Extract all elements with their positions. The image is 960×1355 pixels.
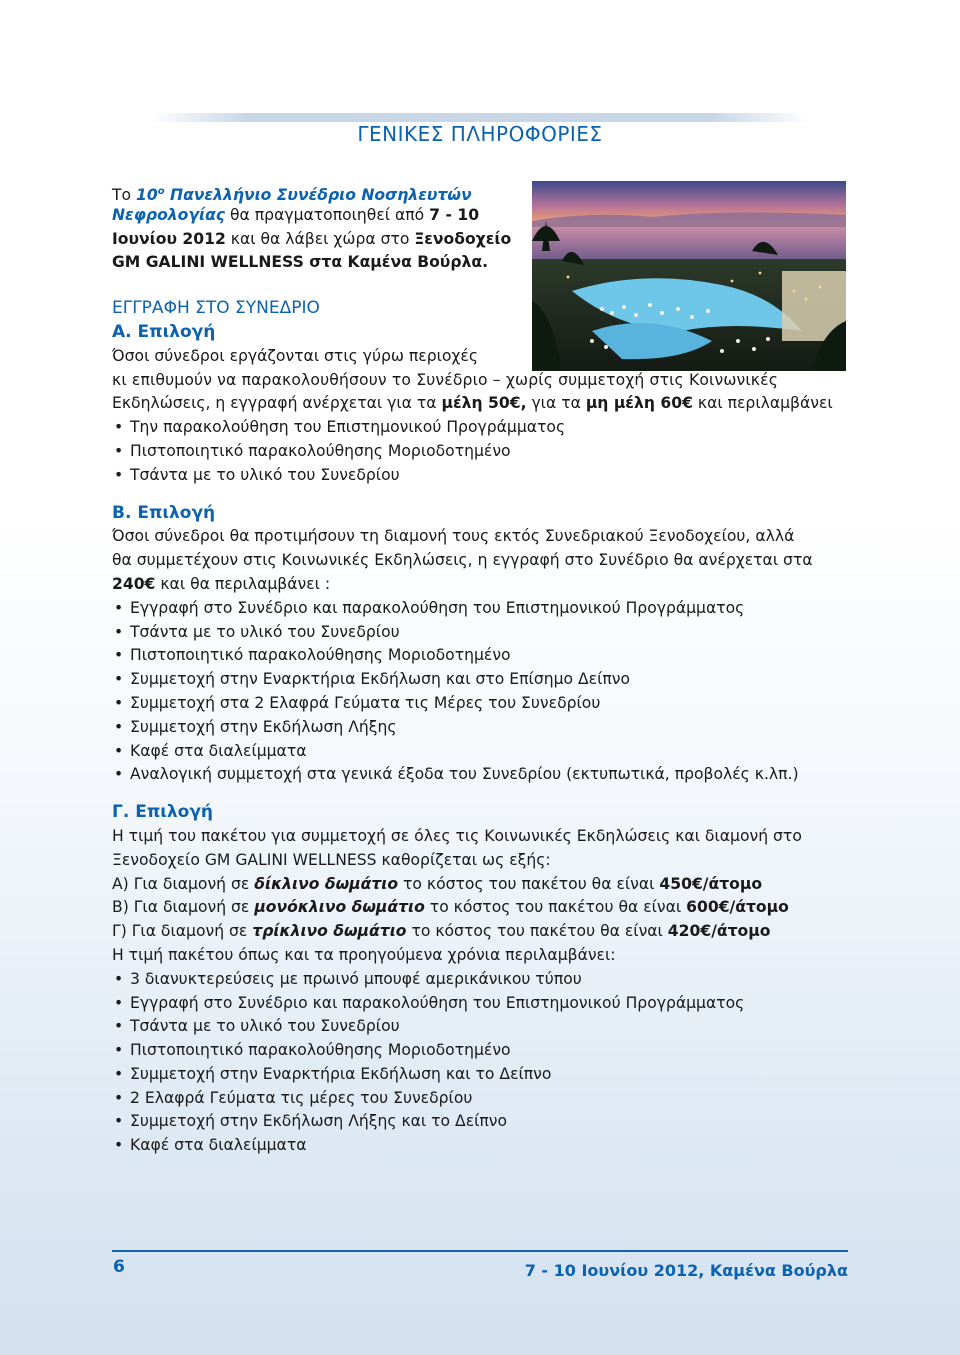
list-item: • Εγγραφή στο Συνέδριο και παρακολούθηση του Επιστημονικού Προγράμματος [112, 992, 852, 1016]
list-item: • Εγγραφή στο Συνέδριο και παρακολούθηση του Επιστημονικού Προγράμματος [112, 597, 852, 621]
list-item: • Συμμετοχή στην Εναρκτήρια Εκδήλωση και στο Επίσημο Δείπνο [112, 668, 852, 692]
list-item: • Πιστοποιητικό παρακολούθησης Μοριοδοτημένο [112, 644, 852, 668]
header-bar [150, 113, 810, 122]
page-number: 6 [113, 1257, 125, 1277]
intro-paragraph: Το $10^o$ Πανελλήνιο Συνέδριο Νοσηλευτών Νεφρολογίας θα πραγματοποιηθεί από 7 - 10 Ιουνίου 2012 και θα λάβει χώρα στο Ξενοδοχείο GM GALINI WELLNESS στα Καμένα Βούρλα. [112, 186, 512, 272]
list-item: • 3 διανυκτερεύσεις με πρωινό μπουφέ αμερικάνικου τύπου [112, 968, 852, 992]
price-option-b: Β) Για διαμονή σε μονόκλινο δωμάτιο το κόστος του πακέτου θα είναι 600€/άτομο [112, 898, 789, 917]
price-option-a: Α) Για διαμονή σε δίκλινο δωμάτιο το κόστος του πακέτου θα είναι 450€/άτομο [112, 874, 763, 893]
option-c-title: Γ. Επιλογή [112, 802, 214, 823]
list-item: • Τσάντα με το υλικό του Συνεδρίου [112, 1015, 852, 1039]
footer-event-info: 7 - 10 Ιουνίου 2012, Καμένα Βούρλα [524, 1261, 848, 1280]
registration-heading: ΕΓΓΡΑΦΗ ΣΤΟ ΣΥΝΕΔΡΙΟ [112, 298, 320, 319]
option-b-title: Β. Επιλογή [112, 502, 216, 523]
document-body: Το $10^o$ Πανελλήνιο Συνέδριο Νοσηλευτών Νεφρολογίας θα πραγματοποιηθεί από 7 - 10 Ιουνίου 2012 και θα λάβει χώρα στο Ξενοδοχείο GM GALINI WELLNESS στα Καμένα Βούρλα. ΕΓΓΡΑΦΗ ΣΤΟ ΣΥΝΕΔΡΙΟ Α. Επιλογή Όσοι σύνεδροι εργάζονται στις γύρω περιοχές κι επιθυμούν να παρακολουθήσουν το Συνέδριο – χωρίς συμμετοχή στις Κοινωνικές Εκδηλώσεις, η εγγραφή ανέρχεται για τα μέλη 50€, για τα μη μέλη 60€ και περιλαμβάνει • Την παρακολούθηση του Επιστημονικού Προγράμματος • Πιστοποιητικό παρακολούθησης Μοριοδοτημένο • Τσάντα με το υλικό του Συνεδρίου Β. Επιλογή Όσοι σύνεδροι θα προτιμήσουν τη διαμονή τους εκτός Συνεδριακού Ξενοδοχείου, αλλά θα συμμετέχουν στις Κοινωνικές Εκδηλώσεις, η εγγραφή στο Συνέδριο θα ανέρχεται στα 240€ και θα περιλαμβάνει : • Εγγραφή στο Συνέδριο και παρακολούθηση του Επιστημονικού Προγράμματος • Τσάντα με το υλικό του Συνεδρίου • Πιστοποιητικό παρακολούθησης Μοριοδοτημένο • Συμμετοχή στην Εναρκτήρια Εκδήλωση και στο Επίσημο Δείπνο • Συμμετοχή στα 2 Ελαφρά Γεύματα τις Μέρες του Συνεδρίου • Συμμετοχή στην Εκδήλωση Λήξης • Καφέ στα διαλείμματα • Αναλογική συμμετοχή στα γενικά έξοδα του Συνεδρίου (εκτυπωτικά, προβολές κ.λπ.) Γ. Επιλογή Η τιμή του πακέτου για συμμετοχή σε όλες τις Κοινωνικές Εκδηλώσεις και διαμονή στο Ξενοδοχείο GM GALINI WELLNESS καθορίζεται ως εξής: Α) Για διαμονή σε δίκλινο δωμάτιο το κόστος του πακέτου θα είναι 450€/άτομο Β) Για διαμονή σε μονόκλινο δωμάτιο το κόστος του πακέτου θα είναι 600€/άτομο Γ) Για διαμονή σε τρίκλινο δωμάτιο το κόστος του πακέτου θα είναι 420€/άτομο Η τιμή πακέτου όπως και τα προηγούμενα χρόνια περιλαμβάνει: • 3 διανυκτερεύσεις με πρωινό μπουφέ αμερικάνικου τύπου • Εγγραφή στο Συνέδριο και παρακολούθηση του Επιστημονικού Προγράμματος • Τσάντα με το υλικό του Συνεδρίου • Πιστοποιητικό παρακολούθησης Μοριοδοτημένο • Συμμετοχή στην Εναρκτήρια Εκδήλωση και το Δείπνο • 2 Ελαφρά Γεύματα τις μέρες του Συνεδρίου • Συμμετοχή στην Εκδήλωση Λήξης και το Δείπνο • Καφέ στα διαλείμματα [112, 180, 852, 1158]
page-title: ΓΕΝΙΚΕΣ ΠΛΗΡΟΦΟΡΙΕΣ [357, 122, 603, 146]
option-b-list [112, 597, 852, 787]
list-item: • 2 Ελαφρά Γεύματα τις μέρες του Συνεδρίου [112, 1087, 852, 1111]
list-item: • Τσάντα με το υλικό του Συνεδρίου [112, 464, 852, 488]
list-item: • Πιστοποιητικό παρακολούθησης Μοριοδοτημένο [112, 440, 852, 464]
list-item: • Αναλογική συμμετοχή στα γενικά έξοδα του Συνεδρίου (εκτυπωτικά, προβολές κ.λπ.) [112, 763, 852, 787]
price-option-c: Γ) Για διαμονή σε τρίκλινο δωμάτιο το κόστος του πακέτου θα είναι 420€/άτομο [112, 922, 771, 941]
list-item: • Συμμετοχή στα 2 Ελαφρά Γεύματα τις Μέρες του Συνεδρίου [112, 692, 852, 716]
list-item: • Καφέ στα διαλείμματα [112, 1134, 852, 1158]
option-c-list [112, 968, 852, 1158]
list-item: • Συμμετοχή στην Εναρκτήρια Εκδήλωση και το Δείπνο [112, 1063, 852, 1087]
list-item: • Την παρακολούθηση του Επιστημονικού Προγράμματος [112, 416, 852, 440]
option-a-title: Α. Επιλογή [112, 321, 216, 342]
footer-divider [112, 1250, 848, 1252]
list-item: • Τσάντα με το υλικό του Συνεδρίου [112, 621, 852, 645]
option-a-list [112, 416, 852, 487]
list-item: • Συμμετοχή στην Εκδήλωση Λήξης και το Δείπνο [112, 1110, 852, 1134]
list-item: • Συμμετοχή στην Εκδήλωση Λήξης [112, 716, 852, 740]
list-item: • Καφέ στα διαλείμματα [112, 740, 852, 764]
list-item: • Πιστοποιητικό παρακολούθησης Μοριοδοτημένο [112, 1039, 852, 1063]
